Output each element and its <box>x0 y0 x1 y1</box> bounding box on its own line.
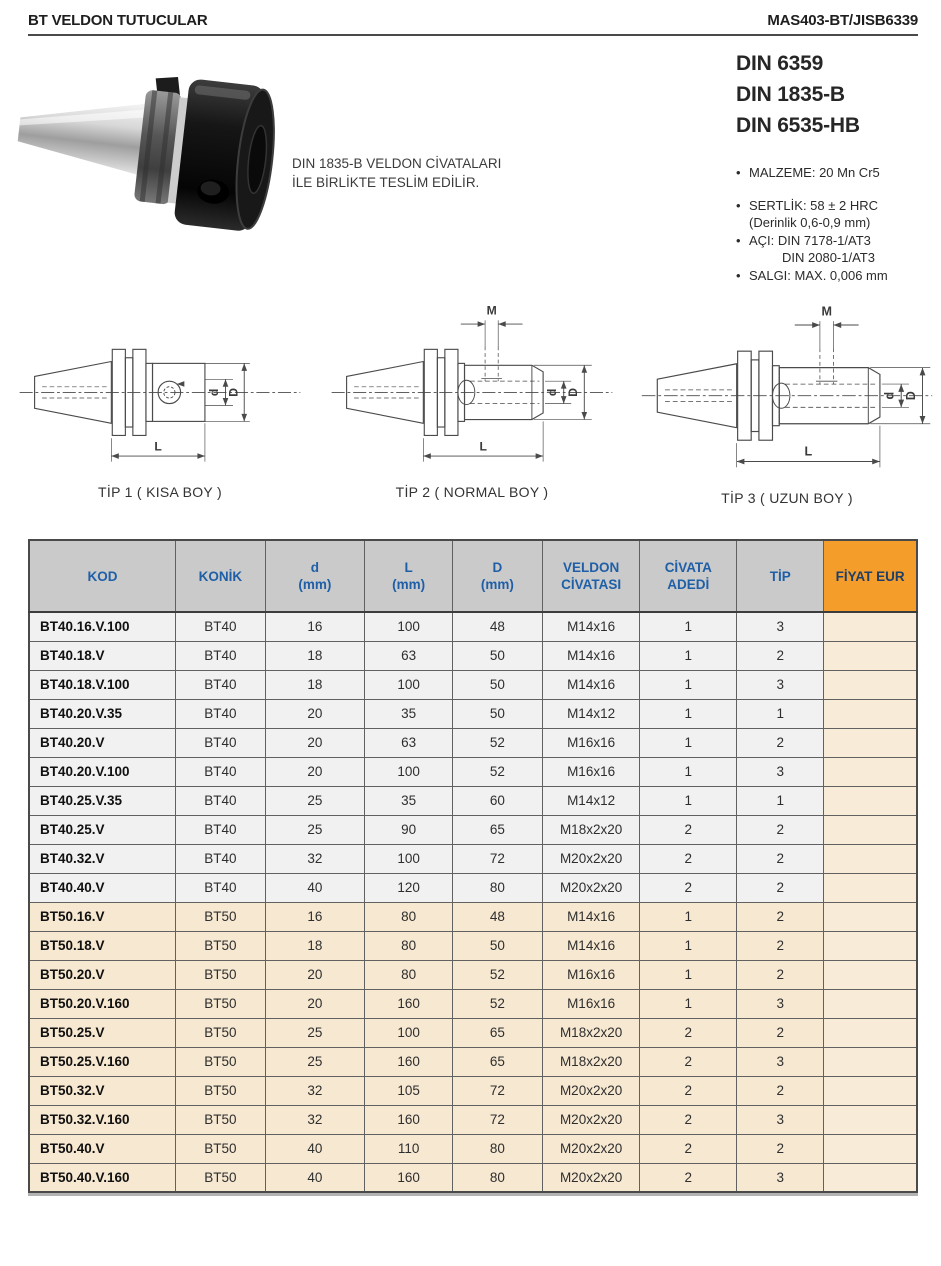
table-cell: 160 <box>365 1163 453 1192</box>
table-cell: 18 <box>265 670 364 699</box>
product-photo <box>12 44 284 249</box>
table-row <box>29 989 917 1018</box>
table-cell: 35 <box>365 786 453 815</box>
price-cell <box>824 612 917 641</box>
table-cell: 2 <box>640 1163 737 1192</box>
table-cell: M14x16 <box>542 670 640 699</box>
price-cell <box>824 1105 917 1134</box>
table-row <box>29 757 917 786</box>
price-cell <box>824 1163 917 1192</box>
table-row <box>29 815 917 844</box>
table-cell: 3 <box>737 612 824 641</box>
table-cell: 48 <box>453 902 543 931</box>
column-header <box>453 540 543 612</box>
drawing-caption: TİP 1 ( KISA BOY ) <box>98 483 222 500</box>
table-cell: M20x2x20 <box>542 1163 640 1192</box>
table-cell: 40 <box>265 1134 364 1163</box>
table-row <box>29 1105 917 1134</box>
table-cell: M16x16 <box>542 960 640 989</box>
table-cell: BT40 <box>176 844 266 873</box>
kod-cell: BT40.32.V <box>29 844 176 873</box>
column-header-line: TİP <box>769 568 791 584</box>
din-standard: DIN 6535-HB <box>736 114 860 137</box>
table-cell: 25 <box>265 815 364 844</box>
spec-text: SERTLİK: 58 ± 2 HRC <box>749 197 878 213</box>
bullet-icon: • <box>736 232 741 248</box>
table-cell: 2 <box>737 902 824 931</box>
table-cell: 1 <box>640 670 737 699</box>
table-row <box>29 931 917 960</box>
technical-drawings <box>0 296 941 539</box>
table-cell: 2 <box>737 844 824 873</box>
table-cell: 3 <box>737 757 824 786</box>
table-cell: 1 <box>640 960 737 989</box>
price-cell <box>824 1076 917 1105</box>
table-cell: 1 <box>640 612 737 641</box>
table-cell: 100 <box>365 844 453 873</box>
table-cell: 2 <box>737 815 824 844</box>
table-cell: 35 <box>365 699 453 728</box>
table-cell: BT40 <box>176 612 266 641</box>
table-cell: 50 <box>453 670 543 699</box>
table-cell: 65 <box>453 1047 543 1076</box>
bullet-icon: • <box>736 267 741 283</box>
dimension-label: L <box>804 444 813 459</box>
table-cell: 60 <box>453 786 543 815</box>
table-cell: 80 <box>365 902 453 931</box>
table-cell: 2 <box>737 1076 824 1105</box>
spec-text: DIN 2080-1/AT3 <box>782 250 875 265</box>
kod-cell: BT50.20.V <box>29 960 176 989</box>
dimension-label: d <box>882 391 897 400</box>
din-standard: DIN 1835-B <box>736 83 845 106</box>
table-cell: 80 <box>453 1134 543 1163</box>
table-cell: 20 <box>265 699 364 728</box>
table-cell: BT40 <box>176 699 266 728</box>
table-cell: 80 <box>365 931 453 960</box>
table-cell: 160 <box>365 989 453 1018</box>
price-cell <box>824 728 917 757</box>
table-cell: 100 <box>365 1018 453 1047</box>
table-row <box>29 873 917 902</box>
table-cell: 3 <box>737 670 824 699</box>
din-standards <box>736 48 936 141</box>
table-cell: 3 <box>737 1163 824 1192</box>
column-header <box>365 540 453 612</box>
price-cell <box>824 815 917 844</box>
table-cell: 20 <box>265 960 364 989</box>
table-row <box>29 1076 917 1105</box>
table-cell: 40 <box>265 1163 364 1192</box>
table-cell: 2 <box>737 931 824 960</box>
column-header-line: CİVATA <box>664 560 712 575</box>
kod-cell: BT50.32.V.160 <box>29 1105 176 1134</box>
kod-cell: BT50.40.V.160 <box>29 1163 176 1192</box>
column-header <box>265 540 364 612</box>
spec-item <box>736 232 936 250</box>
table-row <box>29 960 917 989</box>
table-cell: 52 <box>453 757 543 786</box>
table-cell: BT40 <box>176 786 266 815</box>
kod-cell: BT50.20.V.160 <box>29 989 176 1018</box>
table-cell: 100 <box>365 612 453 641</box>
table-cell: M18x2x20 <box>542 1018 640 1047</box>
table-row <box>29 902 917 931</box>
table-cell: 20 <box>265 728 364 757</box>
table-cell: 1 <box>640 699 737 728</box>
column-header-line: (mm) <box>298 577 332 592</box>
table-cell: 1 <box>640 902 737 931</box>
table-cell: BT40 <box>176 641 266 670</box>
kod-cell: BT40.20.V.35 <box>29 699 176 728</box>
price-cell <box>824 844 917 873</box>
table-row <box>29 844 917 873</box>
table-row <box>29 612 917 641</box>
kod-cell: BT40.18.V.100 <box>29 670 176 699</box>
table-cell: 2 <box>640 1105 737 1134</box>
dimension-label: M <box>821 304 832 319</box>
table-cell: 2 <box>640 844 737 873</box>
table-cell: 80 <box>453 873 543 902</box>
table-cell: BT50 <box>176 1018 266 1047</box>
table-cell: M14x16 <box>542 612 640 641</box>
table-cell: M20x2x20 <box>542 873 640 902</box>
page-title: BT VELDON TUTUCULAR <box>28 12 208 29</box>
spec-text: MALZEME: 20 Mn Cr5 <box>749 165 880 180</box>
table-cell: 50 <box>453 699 543 728</box>
table-cell: 1 <box>640 931 737 960</box>
table-cell: BT50 <box>176 902 266 931</box>
table-row <box>29 641 917 670</box>
price-cell <box>824 670 917 699</box>
table-cell: 32 <box>265 1076 364 1105</box>
spec-list <box>736 164 936 284</box>
drawing-tip-3 <box>636 296 938 506</box>
table-cell: 63 <box>365 641 453 670</box>
table-cell: M20x2x20 <box>542 1134 640 1163</box>
spec-text: AÇI: DIN 7178-1/AT3 <box>749 232 871 248</box>
table-cell: 1 <box>640 757 737 786</box>
dimension-label: M <box>486 303 497 318</box>
table-cell: 1 <box>640 641 737 670</box>
spec-item <box>736 164 936 182</box>
table-cell: BT50 <box>176 1163 266 1192</box>
price-cell <box>824 873 917 902</box>
dimension-label: L <box>154 439 162 454</box>
kod-cell: BT50.16.V <box>29 902 176 931</box>
table-cell: 2 <box>737 1134 824 1163</box>
table-cell: 3 <box>737 1105 824 1134</box>
table-cell: 16 <box>265 902 364 931</box>
din-block <box>736 48 936 284</box>
table-cell: M14x16 <box>542 641 640 670</box>
column-header-line: L <box>404 560 413 575</box>
price-cell <box>824 1134 917 1163</box>
table-cell: 2 <box>737 960 824 989</box>
table-row <box>29 1018 917 1047</box>
table-cell: M14x16 <box>542 902 640 931</box>
table-cell: 65 <box>453 1018 543 1047</box>
kod-cell: BT40.40.V <box>29 873 176 902</box>
drawing-caption: TİP 2 ( NORMAL BOY ) <box>395 483 549 500</box>
table-cell: 2 <box>640 873 737 902</box>
table-cell: M20x2x20 <box>542 1105 640 1134</box>
table-cell: 90 <box>365 815 453 844</box>
table-cell: 2 <box>640 1018 737 1047</box>
price-cell <box>824 902 917 931</box>
header-row <box>29 540 917 612</box>
table-cell: M18x2x20 <box>542 815 640 844</box>
dimension-label: L <box>479 439 487 454</box>
table-cell: 52 <box>453 728 543 757</box>
table-cell: 2 <box>640 1076 737 1105</box>
table-cell: 80 <box>453 1163 543 1192</box>
table-cell: 1 <box>640 989 737 1018</box>
table-cell: 52 <box>453 960 543 989</box>
kod-cell: BT40.20.V <box>29 728 176 757</box>
column-header-line: VELDON <box>562 560 620 575</box>
table-cell: 2 <box>640 1134 737 1163</box>
table-cell: 25 <box>265 1018 364 1047</box>
table-cell: M14x12 <box>542 786 640 815</box>
table-cell: 25 <box>265 1047 364 1076</box>
kod-cell: BT50.18.V <box>29 931 176 960</box>
technical-drawing-svg <box>636 296 938 480</box>
price-cell <box>824 757 917 786</box>
table-cell: 160 <box>365 1105 453 1134</box>
column-header-line: (mm) <box>480 577 514 592</box>
technical-drawing-svg <box>326 296 618 474</box>
kod-cell: BT50.25.V.160 <box>29 1047 176 1076</box>
kod-cell: BT50.25.V <box>29 1018 176 1047</box>
table-cell: 72 <box>453 1076 543 1105</box>
table-cell: 40 <box>265 873 364 902</box>
dimension-label: D <box>903 391 918 401</box>
table-cell: BT40 <box>176 815 266 844</box>
column-header-line: KOD <box>87 568 118 584</box>
technical-drawing-svg <box>14 296 306 474</box>
intro-section <box>0 36 941 539</box>
kod-cell: BT50.32.V <box>29 1076 176 1105</box>
table-cell: M14x12 <box>542 699 640 728</box>
table-cell: M14x16 <box>542 931 640 960</box>
table-cell: 18 <box>265 641 364 670</box>
table-cell: 48 <box>453 612 543 641</box>
table-cell: 2 <box>737 728 824 757</box>
table-cell: 1 <box>737 699 824 728</box>
table-cell: 1 <box>640 786 737 815</box>
price-cell <box>824 931 917 960</box>
table-cell: M16x16 <box>542 757 640 786</box>
price-cell <box>824 1047 917 1076</box>
table-head <box>29 540 917 612</box>
table-cell: 18 <box>265 931 364 960</box>
spec-text: SALGI: MAX. 0,006 mm <box>749 267 888 283</box>
table-cell: BT50 <box>176 1134 266 1163</box>
spec-item <box>736 197 936 215</box>
table-cell: BT50 <box>176 1047 266 1076</box>
delivery-note-line: DIN 1835-B VELDON CİVATALARI <box>292 156 502 171</box>
table-cell: 105 <box>365 1076 453 1105</box>
table-body <box>29 612 917 1192</box>
table-cell: M16x16 <box>542 989 640 1018</box>
table-row <box>29 786 917 815</box>
table-cell: 20 <box>265 757 364 786</box>
dimension-label: D <box>565 388 580 397</box>
table-cell: 72 <box>453 1105 543 1134</box>
column-header <box>542 540 640 612</box>
table-cell: 25 <box>265 786 364 815</box>
column-header-line: KONİK <box>198 568 243 584</box>
table-cell: M20x2x20 <box>542 1076 640 1105</box>
column-header-line: FİYAT EUR <box>835 568 905 584</box>
dimension-label: D <box>226 388 241 397</box>
column-header <box>640 540 737 612</box>
table-cell: M20x2x20 <box>542 844 640 873</box>
table-cell: 2 <box>640 815 737 844</box>
bullet-icon: • <box>736 197 741 213</box>
product-table <box>28 539 918 1193</box>
table-cell: 160 <box>365 1047 453 1076</box>
table-cell: 2 <box>737 1018 824 1047</box>
price-cell <box>824 641 917 670</box>
table-cell: 3 <box>737 989 824 1018</box>
kod-cell: BT40.20.V.100 <box>29 757 176 786</box>
spec-text: (Derinlik 0,6-0,9 mm) <box>749 215 871 230</box>
page-header <box>0 0 941 29</box>
table-cell: BT40 <box>176 670 266 699</box>
table-row <box>29 728 917 757</box>
column-header <box>824 540 917 612</box>
table-cell: BT50 <box>176 1076 266 1105</box>
table-cell: 110 <box>365 1134 453 1163</box>
table-cell: 16 <box>265 612 364 641</box>
price-cell <box>824 699 917 728</box>
table-cell: 120 <box>365 873 453 902</box>
table-row <box>29 1047 917 1076</box>
table-cell: BT50 <box>176 989 266 1018</box>
table-cell: 32 <box>265 1105 364 1134</box>
kod-cell: BT40.25.V <box>29 815 176 844</box>
table-cell: 2 <box>737 873 824 902</box>
table-cell: BT40 <box>176 873 266 902</box>
kod-cell: BT40.25.V.35 <box>29 786 176 815</box>
table-cell: 50 <box>453 641 543 670</box>
table-row <box>29 670 917 699</box>
price-cell <box>824 1018 917 1047</box>
spec-item <box>736 249 936 267</box>
column-header <box>176 540 266 612</box>
dimension-label: d <box>207 388 222 397</box>
table-cell: BT40 <box>176 728 266 757</box>
column-header-line: ADEDİ <box>667 577 710 592</box>
table-cell: 50 <box>453 931 543 960</box>
table-cell: 52 <box>453 989 543 1018</box>
table-cell: 20 <box>265 989 364 1018</box>
spec-item <box>736 267 936 285</box>
table-cell: 80 <box>365 960 453 989</box>
table-cell: BT50 <box>176 931 266 960</box>
price-cell <box>824 960 917 989</box>
table-cell: 100 <box>365 670 453 699</box>
kod-cell: BT50.40.V <box>29 1134 176 1163</box>
kod-cell: BT40.18.V <box>29 641 176 670</box>
column-header <box>737 540 824 612</box>
table-cell: M16x16 <box>542 728 640 757</box>
column-header-line: (mm) <box>392 577 426 592</box>
product-photo-svg <box>12 44 284 249</box>
table-cell: 3 <box>737 1047 824 1076</box>
column-header <box>29 540 176 612</box>
price-cell <box>824 989 917 1018</box>
standard-code: MAS403-BT/JISB6339 <box>767 12 918 29</box>
column-header-line: CİVATASI <box>561 577 622 592</box>
drawing-caption: TİP 3 ( UZUN BOY ) <box>721 489 853 506</box>
table-cell: BT50 <box>176 1105 266 1134</box>
delivery-note-line: İLE BİRLİKTE TESLİM EDİLİR. <box>292 175 480 190</box>
table-cell: BT50 <box>176 960 266 989</box>
table-row <box>29 1134 917 1163</box>
drawing-tip-1 <box>14 296 306 500</box>
table-cell: BT40 <box>176 757 266 786</box>
table-cell: 63 <box>365 728 453 757</box>
spec-item <box>736 214 936 232</box>
table-cell: 1 <box>737 786 824 815</box>
kod-cell: BT40.16.V.100 <box>29 612 176 641</box>
bullet-icon: • <box>736 165 741 180</box>
table-row <box>29 1163 917 1192</box>
table-cell: M18x2x20 <box>542 1047 640 1076</box>
table-cell: 1 <box>640 728 737 757</box>
price-cell <box>824 786 917 815</box>
table-cell: 72 <box>453 844 543 873</box>
delivery-note <box>292 154 501 192</box>
table-cell: 100 <box>365 757 453 786</box>
column-header-line: d <box>310 560 320 575</box>
table-cell: 32 <box>265 844 364 873</box>
dimension-label: d <box>545 388 560 397</box>
column-header-line: D <box>492 560 503 575</box>
din-standard: DIN 6359 <box>736 52 824 75</box>
table-cell: 2 <box>640 1047 737 1076</box>
drawing-tip-2 <box>326 296 618 500</box>
table-cell: 65 <box>453 815 543 844</box>
table-cell: 2 <box>737 641 824 670</box>
table-row <box>29 699 917 728</box>
